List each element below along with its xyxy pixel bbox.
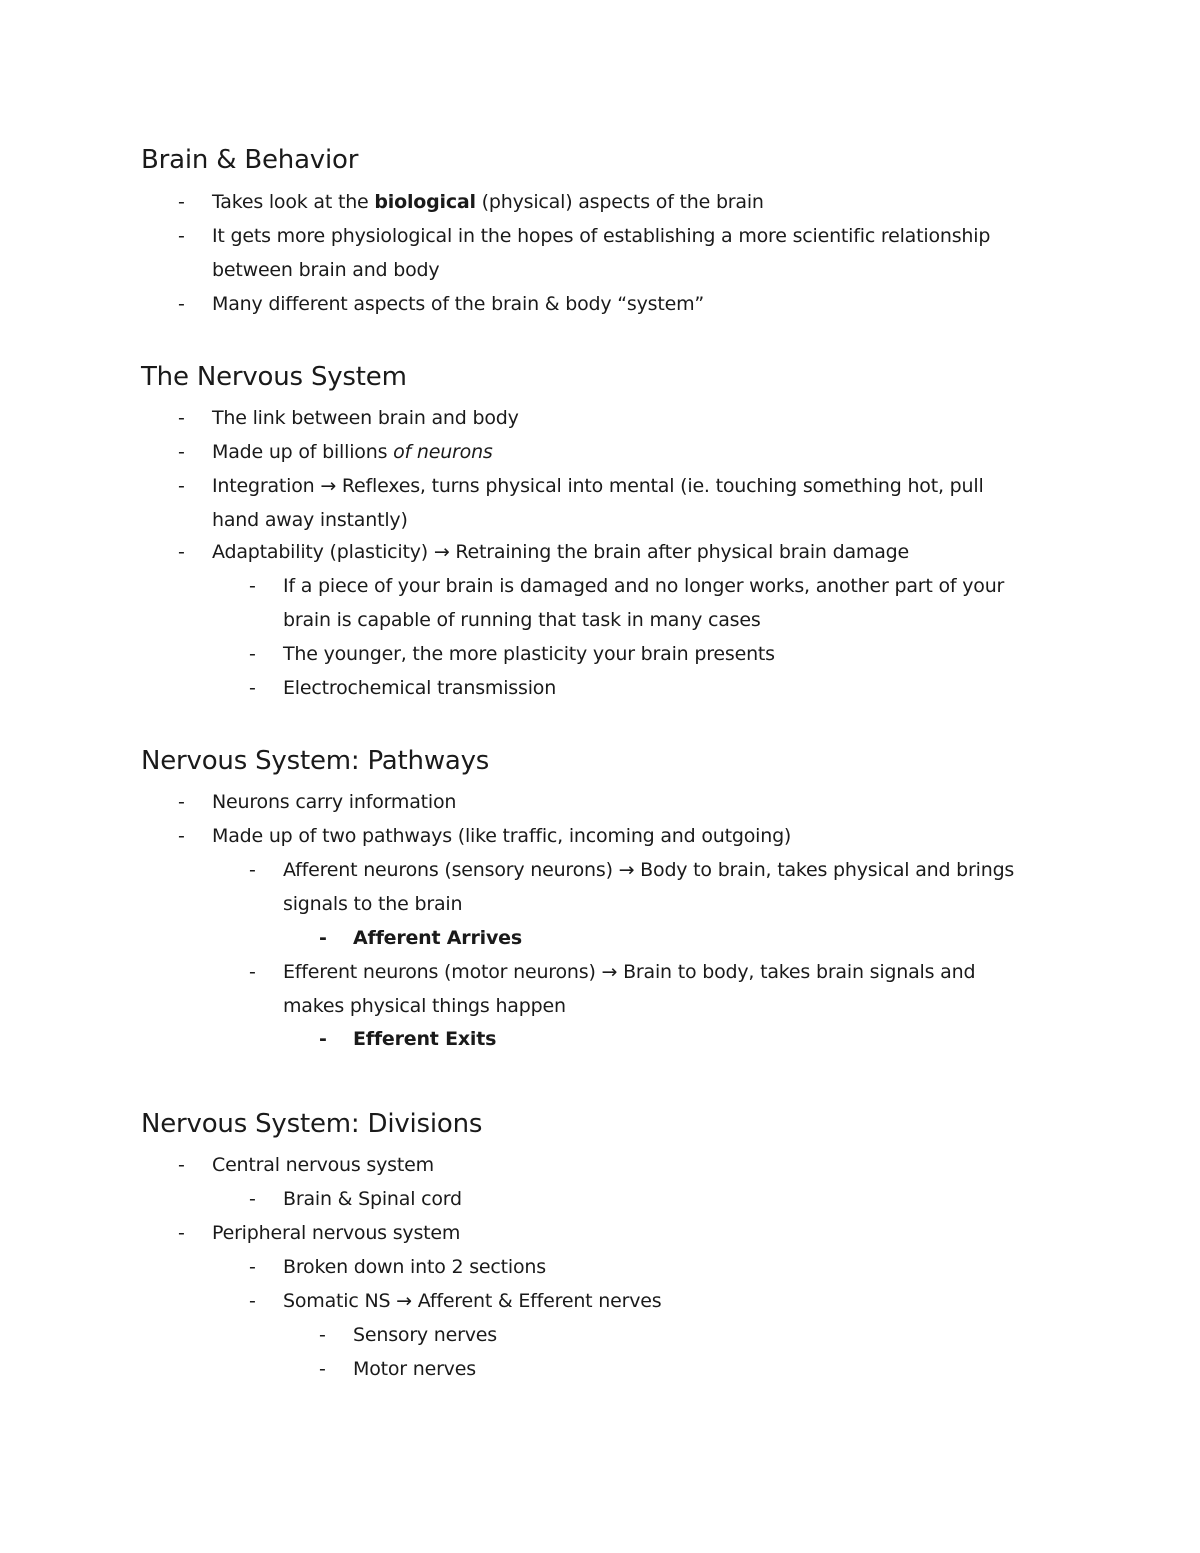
bullet-dash: -	[249, 1290, 256, 1312]
bullet-dash: -	[178, 1154, 185, 1176]
list-item: - Many different aspects of the brain & body “system”	[212, 287, 704, 321]
bullet-dash: -	[178, 191, 185, 213]
bullet-dash: -	[178, 791, 185, 813]
bullet-dash: -	[249, 961, 256, 983]
bullet-dash: -	[178, 293, 185, 315]
bullet-dash: -	[319, 1358, 326, 1380]
list-item: - Broken down into 2 sections	[283, 1250, 546, 1284]
list-item: - If a piece of your brain is damaged and no longer works, another part of your brain is capable of running that task in many cases	[283, 569, 1004, 637]
bullet-dash: -	[249, 575, 256, 597]
bullet-dash: -	[249, 1256, 256, 1278]
bullet-dash: -	[249, 1188, 256, 1210]
bullet-dash: -	[178, 475, 185, 497]
bullet-dash: -	[178, 1222, 185, 1244]
list-item: - Made up of billions of neurons	[212, 435, 493, 469]
bullet-dash: -	[178, 541, 185, 563]
bullet-dash: -	[319, 927, 327, 949]
list-item: - Adaptability (plasticity) → Retraining the brain after physical brain damage	[212, 535, 909, 569]
list-item: - Takes look at the biological (physical) aspects of the brain	[212, 185, 764, 219]
section-heading-pathways: Nervous System: Pathways	[141, 746, 490, 776]
bullet-dash: -	[178, 825, 185, 847]
list-item: - Peripheral nervous system	[212, 1216, 460, 1250]
bold-term: biological	[374, 191, 476, 213]
bullet-dash: -	[249, 643, 256, 665]
list-item: - Sensory nerves	[353, 1318, 497, 1352]
bullet-dash: -	[249, 677, 256, 699]
bullet-dash: -	[178, 441, 185, 463]
list-item: - It gets more physiological in the hopes of establishing a more scientific relationship between brain and body	[212, 219, 990, 287]
list-item: - Made up of two pathways (like traffic, incoming and outgoing)	[212, 819, 791, 853]
bullet-dash: -	[319, 1028, 327, 1050]
list-item: - Efferent neurons (motor neurons) → Brain to body, takes brain signals and makes physical things happen	[283, 955, 975, 1023]
list-item: - Central nervous system	[212, 1148, 434, 1182]
list-item: - Electrochemical transmission	[283, 671, 556, 705]
bullet-dash: -	[319, 1324, 326, 1346]
section-heading-brain-behavior: Brain & Behavior	[141, 145, 359, 175]
list-item: - Efferent Exits	[353, 1022, 496, 1056]
bullet-dash: -	[178, 225, 185, 247]
list-item: - Afferent neurons (sensory neurons) → Body to brain, takes physical and brings signals to the brain	[283, 853, 1014, 921]
list-item: - Somatic NS → Afferent & Efferent nerves	[283, 1284, 661, 1318]
list-item: - The link between brain and body	[212, 401, 519, 435]
list-item: - Integration → Reflexes, turns physical into mental (ie. touching something hot, pull hand away instantly)	[212, 469, 984, 537]
list-item: - Afferent Arrives	[353, 921, 522, 955]
list-item: - Neurons carry information	[212, 785, 456, 819]
bullet-dash: -	[249, 859, 256, 881]
section-heading-divisions: Nervous System: Divisions	[141, 1109, 483, 1139]
list-item: - The younger, the more plasticity your brain presents	[283, 637, 775, 671]
italic-term: of neurons	[393, 441, 493, 463]
section-heading-nervous-system: The Nervous System	[141, 362, 407, 392]
list-item: - Motor nerves	[353, 1352, 476, 1386]
list-item: - Brain & Spinal cord	[283, 1182, 462, 1216]
bullet-dash: -	[178, 407, 185, 429]
